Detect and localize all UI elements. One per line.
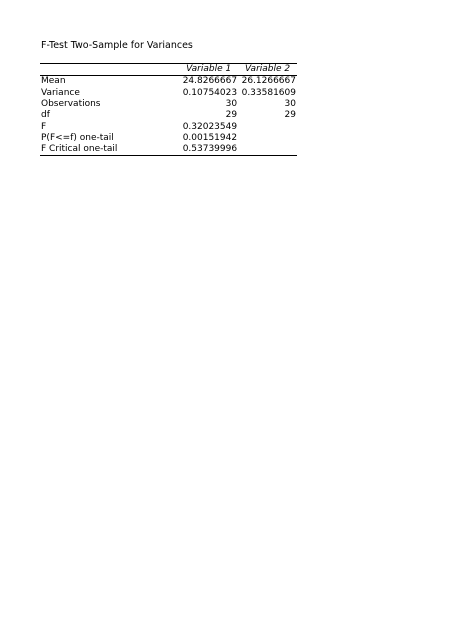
variable-2-value: 26.1266667 [241, 76, 296, 87]
table-row-mean [40, 76, 297, 88]
variable-2-value [238, 121, 297, 132]
page-title: F-Test Two-Sample for Variances [41, 40, 193, 51]
f-test-results-table [40, 63, 297, 156]
variable-1-value: 0.53739996 [179, 144, 238, 156]
column-header-variable-2: Variable 2 [238, 64, 297, 76]
variable-1-value: 30 [225, 99, 238, 110]
variable-1-value: 0.00151942 [182, 132, 238, 143]
variable-2-value: 30 [284, 99, 296, 110]
table-row-df [40, 110, 297, 121]
variable-1-value: 29 [225, 110, 238, 121]
variable-1-value: 0.10754023 [182, 87, 238, 98]
table-row-variance [40, 88, 297, 99]
variable-1-value: 24.8266667 [182, 76, 238, 87]
row-label: df [41, 110, 50, 121]
column-header-variable-1: Variable 1 [179, 64, 238, 76]
variable-2-value: 29 [284, 110, 296, 121]
table-row-f-critical [40, 144, 297, 156]
variable-2-value: 0.33581609 [241, 87, 296, 98]
row-label: P(F<=f) one-tail [41, 132, 114, 143]
table-row-observations [40, 99, 297, 110]
table-row-p-one-tail [40, 133, 297, 144]
row-label: Mean [41, 76, 66, 87]
row-label: Observations [41, 99, 101, 110]
table-header-row [40, 64, 297, 76]
table-row-f [40, 121, 297, 132]
column-header-empty [40, 64, 179, 76]
row-label: F Critical one-tail [40, 144, 179, 156]
variable-2-value [238, 133, 297, 144]
variable-2-value [238, 144, 297, 156]
row-label: Variance [41, 87, 80, 98]
row-label: F [41, 121, 47, 132]
variable-1-value: 0.32023549 [182, 121, 238, 132]
